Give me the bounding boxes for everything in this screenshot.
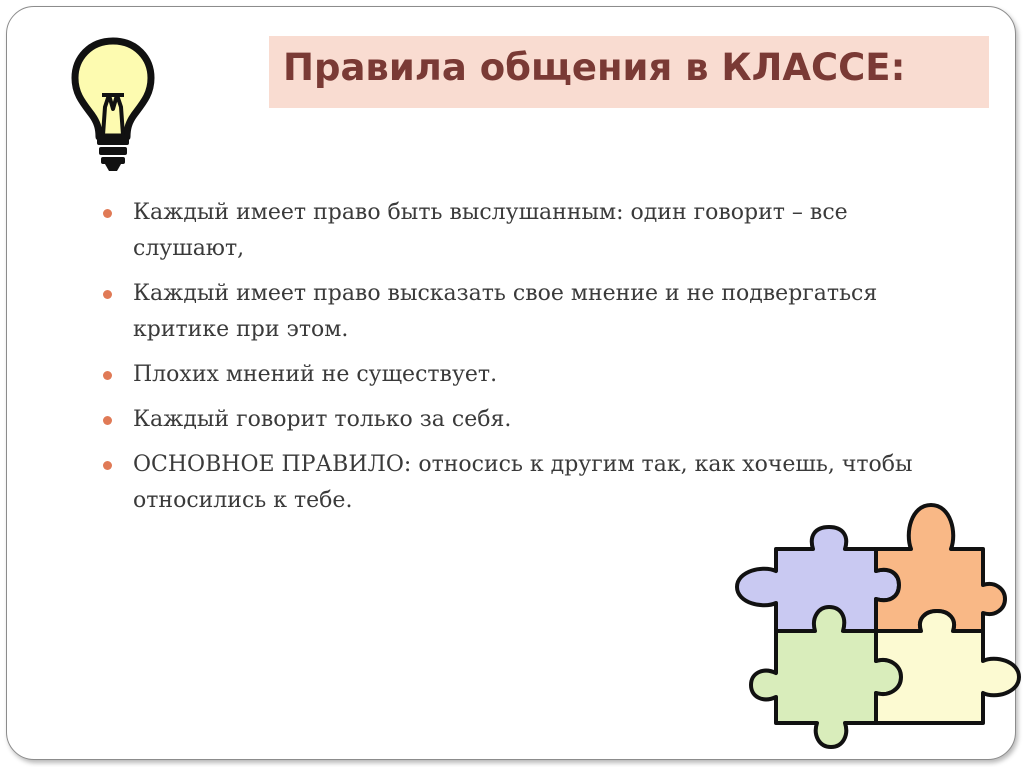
bullet-icon [103,461,112,470]
rule-item [103,402,943,438]
bullet-icon [103,290,112,299]
rule-text: Каждый имеет право высказать свое мнение и не подвергаться критике при этом. [133,281,878,342]
bullet-icon [103,371,112,380]
bullet-icon [103,416,112,425]
light-bulb-icon [69,37,157,173]
rule-text: ОСНОВНОЕ ПРАВИЛО: относись к другим так, как хочешь, чтобы относились к тебе. [133,452,913,513]
rule-text: Плохих мнений не существует. [133,362,498,387]
puzzle-pieces-icon [731,501,1024,753]
rule-item [103,357,943,393]
rule-item [103,276,943,348]
page-title: Правила общения в КЛАССЕ: [283,46,906,89]
rules-list [103,195,943,528]
rule-item [103,195,943,267]
title-band [269,36,989,108]
rule-text: Каждый говорит только за себя. [133,407,512,432]
slide-frame [6,6,1016,760]
bullet-icon [103,209,112,218]
rule-text: Каждый имеет право быть выслушанным: один говорит – все слушают, [133,200,848,261]
